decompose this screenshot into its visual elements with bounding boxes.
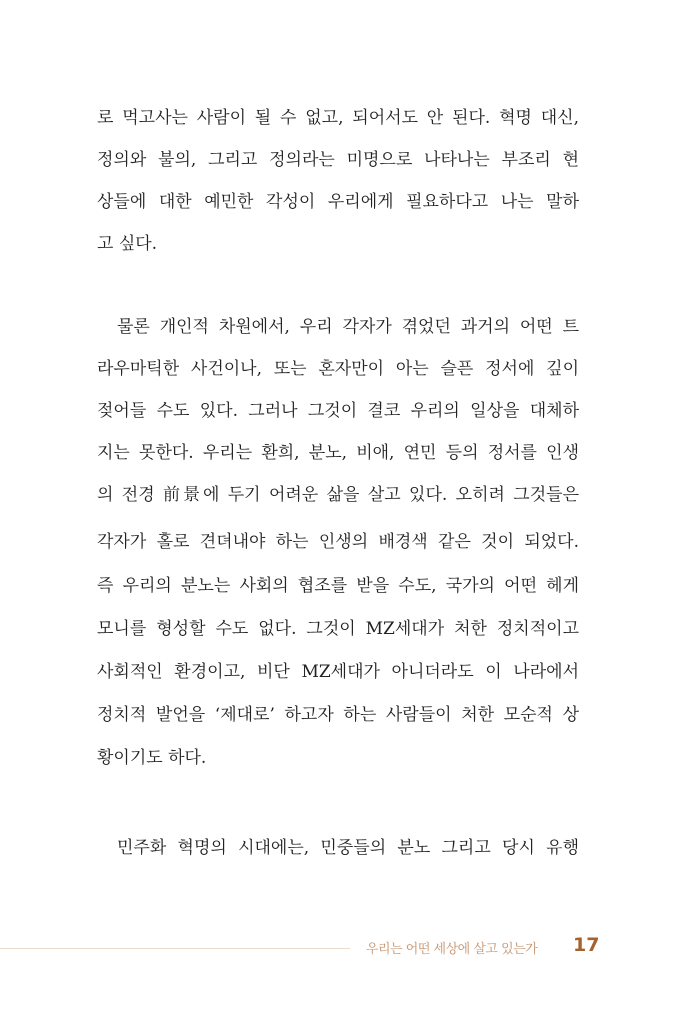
text-line: 상들에 대한 예민한 각성이 우리에게 필요하다고 나는 말하 — [97, 192, 579, 212]
text-line: 지는 못한다. 우리는 환희, 분노, 비애, 연민 등의 정서를 인생 — [97, 443, 579, 463]
footer-divider — [0, 948, 350, 949]
text-line: 민주화 혁명의 시대에는, 민중들의 분노 그리고 당시 유행 — [117, 838, 579, 858]
text-line: 로 먹고사는 사람이 될 수 없고, 되어서도 안 된다. 혁명 대신, — [97, 108, 579, 128]
text-line: 사회적인 환경이고, 비단 MZ세대가 아니더라도 이 나라에서 — [97, 662, 579, 682]
text-line: 각자가 홀로 견뎌내야 하는 인생의 배경색 같은 것이 되었다. — [97, 532, 579, 552]
text-line: 라우마틱한 사건이나, 또는 혼자만이 아는 슬픈 정서에 깊이 — [97, 359, 579, 379]
text-line: 젖어들 수도 있다. 그러나 그것이 결코 우리의 일상을 대체하 — [97, 401, 579, 421]
text-line: 정치적 발언을 ‘제대로’ 하고자 하는 사람들이 처한 모순적 상 — [97, 705, 579, 725]
running-title: 우리는 어떤 세상에 살고 있는가 — [366, 942, 538, 957]
text-line: 황이기도 하다. — [97, 748, 207, 768]
text-line: 의 전경 前景에 두기 어려운 삶을 살고 있다. 오히려 그것들은 — [97, 485, 579, 505]
text-line: 물론 개인적 차원에서, 우리 각자가 겪었던 과거의 어떤 트 — [117, 317, 579, 337]
text-line: 고 싶다. — [97, 234, 158, 254]
text-line: 정의와 불의, 그리고 정의라는 미명으로 나타나는 부조리 현 — [97, 150, 579, 170]
text-line: 즉 우리의 분노는 사회의 협조를 받을 수도, 국가의 어떤 헤게 — [97, 576, 579, 596]
text-line: 모니를 형성할 수도 없다. 그것이 MZ세대가 처한 정치적이고 — [97, 619, 579, 639]
page-number: 17 — [573, 934, 600, 956]
